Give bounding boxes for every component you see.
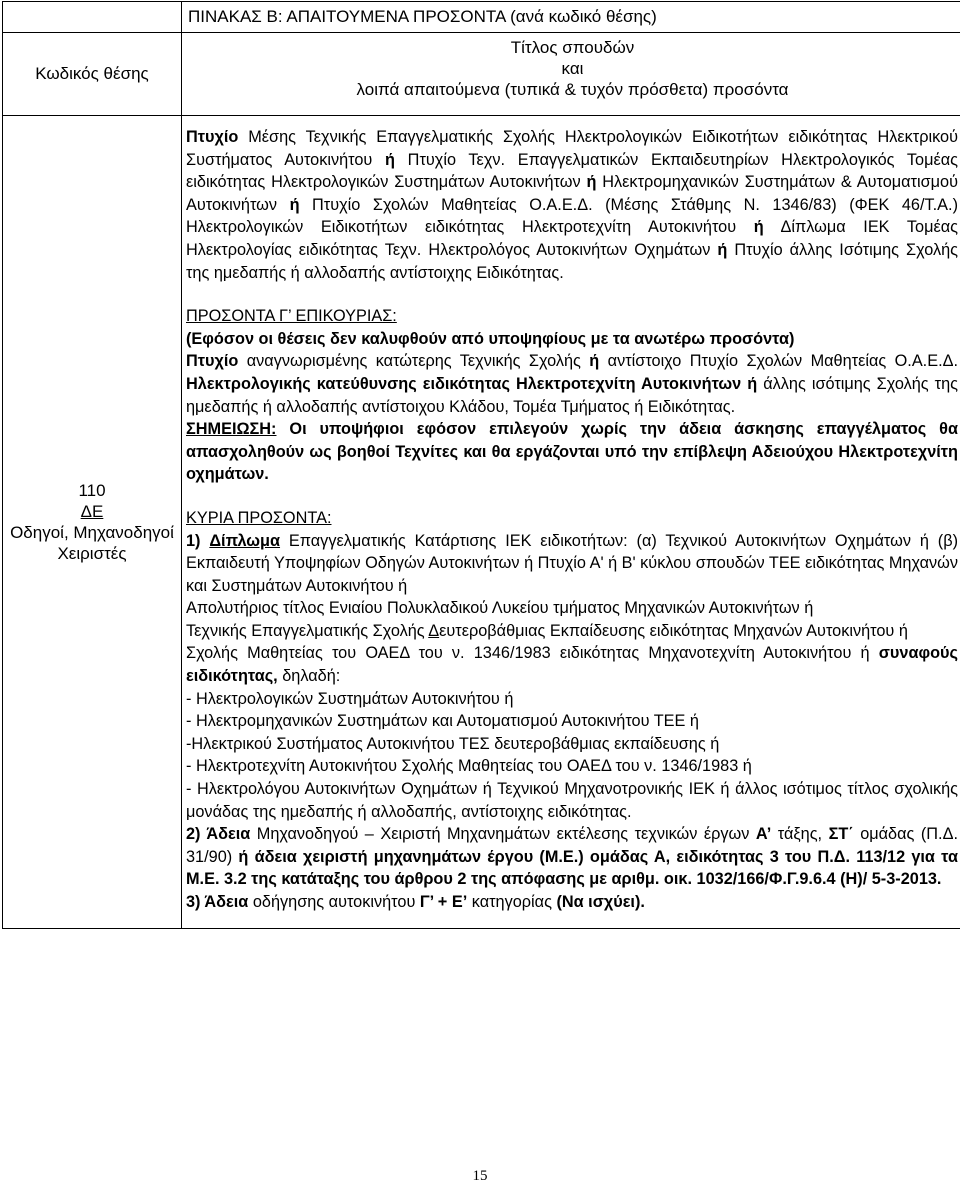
table-title (182, 2, 960, 33)
table-title-text: ΠΙΝΑΚΑΣ Β: ΑΠΑΙΤΟΥΜΕΝΑ ΠΡΟΣΟΝΤΑ (ανά κωδικό θέσης) (188, 7, 657, 26)
position-category: ΔΕ (80, 501, 104, 521)
titles-column-header (182, 33, 960, 116)
main-qualifications-heading: ΚΥΡΙΑ ΠΡΟΣΟΝΤΑ: (186, 508, 332, 527)
page-number: 15 (472, 1168, 488, 1184)
note-label: ΣΗΜΕΙΩΣΗ: (186, 420, 277, 439)
position-code: 110 (78, 480, 106, 500)
qualifications-cell (182, 116, 960, 929)
position-name: Οδηγοί, Μηχανοδηγοί (10, 522, 174, 542)
auxiliary-heading: ΠΡΟΣΟΝΤΑ Γ’ ΕΠΙΚΟΥΡΙΑΣ: (186, 307, 397, 326)
titles-header-line: και (561, 59, 584, 78)
position-name: Χειριστές (57, 543, 127, 563)
code-header-label: Κωδικός θέσης (35, 64, 149, 83)
titles-header-line: Τίτλος σπουδών (510, 38, 635, 57)
paragraph-main-qualifications: ΚΥΡΙΑ ΠΡΟΣΟΝΤΑ: 1) Δίπλωμα Επαγγελματικής Κατάρτισης ΙΕΚ ειδικοτήτων: (α) Τεχνικού Αυτοκινήτων Οχημάτων ή (β) Εκπαιδευτή Υποψηφίων Οδηγών Αυτοκινήτων ή Πτυχίο Α' ή Β' κύκλου σπουδών ΤΕΕ ειδικότητας Μηχανών και Συστημάτων Αυτοκινήτου ή Απολυτήριος τίτλος Ενιαίου Πολυκλαδικού Λυκείου τμήματος Μηχανικών Αυτοκινήτων ή Τεχνικής Επαγγελματικής Σχολής Δευτεροβάθμιας Εκπαίδευσης ειδικότητας Μηχανών Αυτοκινήτου ή Σχολής Μαθητείας του ΟΑΕΔ του ν. 1346/1983 ειδικότητας Μηχανοτεχνίτη Αυτοκινήτου ή συναφούς ειδικότητας, δηλαδή: - Ηλεκτρολογικών Συστημάτων Αυτοκινήτου ή - Ηλεκτρομηχανικών Συστημάτων και Αυτοματισμού Αυτοκινήτου ΤΕΕ ή -Ηλεκτρικού Συστήματος Αυτοκινήτου ΤΕΣ δευτεροβάθμιας εκπαίδευσης ή - Ηλεκτροτεχνίτη Αυτοκινήτου Σχολής Μαθητείας του ΟΑΕΔ του ν. 1346/1983 ή - Ηλεκτρολόγου Αυτοκινήτων Οχημάτων ή Τεχνικού Μηχανοτρονικής ΙΕΚ ή άλλος ισότιμος τίτλος σχολικής μονάδας της ημεδαπής ή αλλοδαπής, αντίστοιχης ειδικότητας. 2) Άδεια Μηχανοδηγού – Χειριστή Μηχανημάτων εκτέλεσης τεχνικών έργων Α’ τάξης, ΣΤ΄ ομάδας (Π.Δ. 31/90) ή άδεια χειριστή μηχανημάτων έργου (Μ.Ε.) ομάδας Α, ειδικότητας 3 του Π.Δ. 113/12 για τα Μ.Ε. 3.2 της κατάταξης του άρθρου 2 της απόφασης με αριθμ. οικ. 1032/166/Φ.Γ.9.6.4 (Η)/ 5-3-2013. 3) Άδεια οδήγησης αυτοκινήτου Γ’ + Ε’ κατηγορίας (Να ισχύει). (186, 508, 958, 911)
titles-header-line: λοιπά απαιτούμενα (τυπικά & τυχόν πρόσθετα) προσόντα (356, 80, 789, 99)
paragraph-main-degree: Πτυχίο Μέσης Τεχνικής Επαγγελματικής Σχολής Ηλεκτρολογικών Ειδικοτήτων ειδικότητας Ηλεκτρικού Συστήματος Αυτοκινήτου ή Πτυχίο Τεχν. Επαγγελματικών Εκπαιδευτηρίων Ηλεκτρολογικός Τομέας ειδικότητας Ηλεκτρολογικών Συστημάτων Αυτοκινήτων ή Ηλεκτρομηχανικών Συστημάτων & Αυτοματισμού Αυτοκινήτων ή Πτυχίο Σχολών Μαθητείας Ο.Α.Ε.Δ. (Μέσης Στάθμης Ν. 1346/83) (ΦΕΚ 46/Τ.Α.) Ηλεκτρολογικών Ειδικοτήτων ειδικότητας Ηλεκτροτεχνίτη Αυτοκινήτου ή Δίπλωμα ΙΕΚ Τομέας Ηλεκτρολογίας ειδικότητας Τεχν. Ηλεκτρολόγος Αυτοκινήτων Οχημάτων ή Πτυχίο άλλης Ισότιμης Σχολής της ημεδαπής ή αλλοδαπής αντίστοιχης Ειδικότητας. (186, 128, 959, 282)
auxiliary-condition: (Εφόσον οι θέσεις δεν καλυφθούν από υποψηφίους με τα ανωτέρω προσόντα) (186, 329, 795, 348)
title-left-cell (3, 2, 182, 33)
note-text: Οι υποψήφιοι εφόσον επιλεγούν χωρίς την άδεια άσκησης επαγγέλματος θα απασχοληθούν ως βοηθοί Τεχνίτες και θα εργάζονται υπό την επίβλεψη Αδειούχου Ηλεκτροτεχνίτη οχημάτων. (186, 420, 958, 484)
code-column-header (3, 33, 182, 116)
requirements-table (2, 1, 960, 929)
paragraph-auxiliary: ΠΡΟΣΟΝΤΑ Γ’ ΕΠΙΚΟΥΡΙΑΣ: (Εφόσον οι θέσεις δεν καλυφθούν από υποψηφίους με τα ανωτέρω προσόντα) Πτυχίο αναγνωρισμένης κατώτερης Τεχνικής Σχολής ή αντίστοιχο Πτυχίο Σχολών Μαθητείας Ο.Α.Ε.Δ. Ηλεκτρολογικής κατεύθυνσης ειδικότητας Ηλεκτροτεχνίτη Αυτοκινήτων ή άλλης ισότιμης Σχολής της ημεδαπής ή αλλοδαπής αντίστοιχου Κλάδου, Τομέα Τμήματος ή Ειδικότητας. ΣΗΜΕΙΩΣΗ: Οι υποψήφιοι εφόσον επιλεγούν χωρίς την άδεια άσκησης επαγγέλματος θα απασχοληθούν ως βοηθοί Τεχνίτες και θα εργάζονται υπό την επίβλεψη Αδειούχου Ηλεκτροτεχνίτη οχημάτων. (186, 307, 959, 484)
position-code-cell (3, 116, 182, 929)
